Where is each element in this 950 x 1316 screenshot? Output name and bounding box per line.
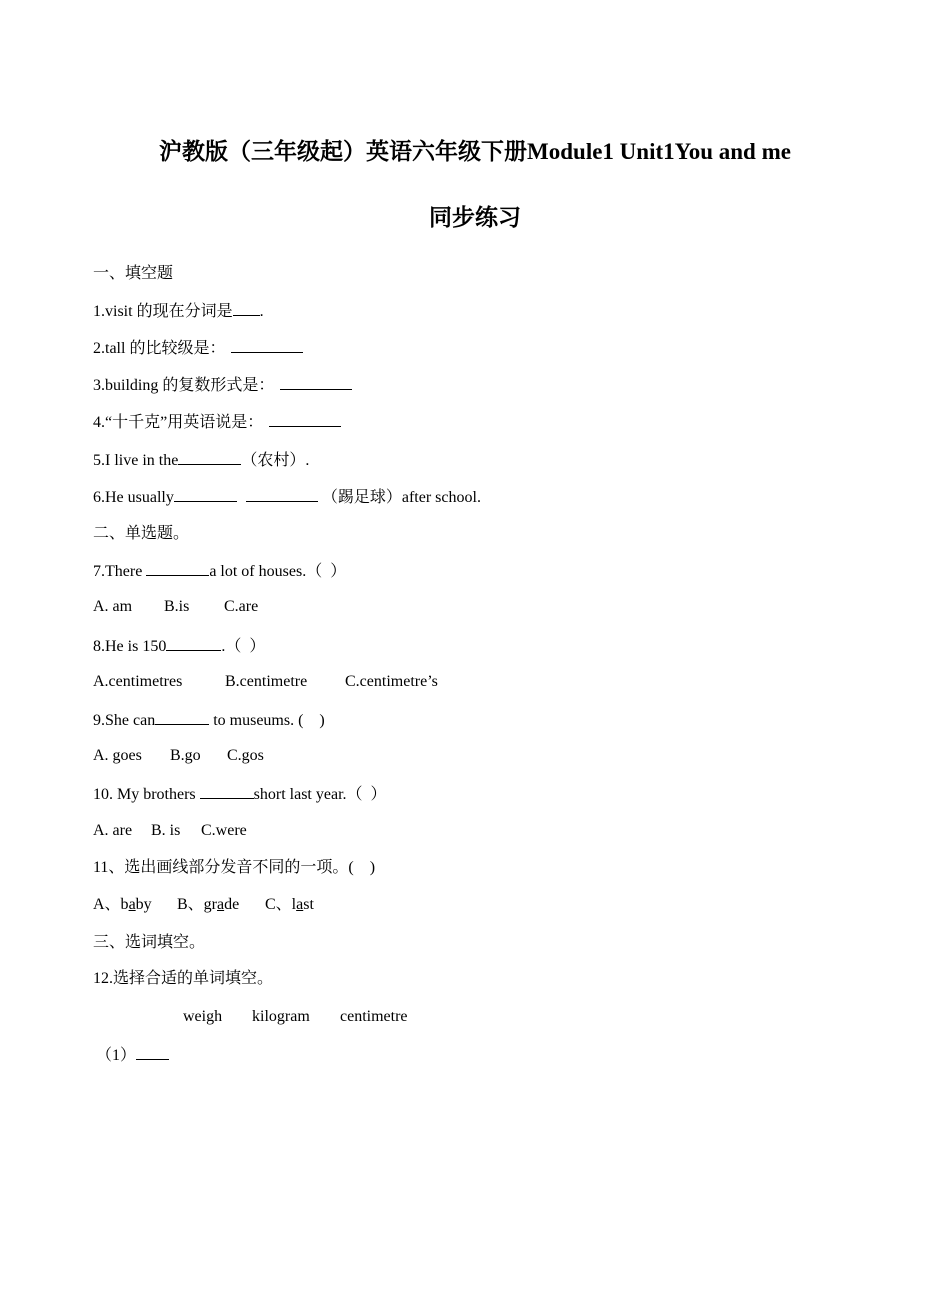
option-label: B、gr xyxy=(177,896,218,913)
question-text: a lot of houses.（ ） xyxy=(209,563,347,580)
section-heading-fill-blank: 一、填空题 xyxy=(93,263,174,282)
question-text: 10. My brothers xyxy=(93,786,200,803)
option-b[interactable]: B.centimetre xyxy=(225,673,308,690)
underlined-letter: a xyxy=(217,896,225,913)
option-rest: by xyxy=(135,896,152,913)
answer-blank[interactable] xyxy=(166,634,221,651)
answer-blank[interactable] xyxy=(174,485,237,502)
answer-blank[interactable] xyxy=(246,485,318,502)
question-12-item-1 xyxy=(96,1043,169,1067)
question-text: 4.“十千克”用英语说是： xyxy=(93,414,264,431)
option-b[interactable]: B.is xyxy=(164,598,190,615)
question-text: 2.tall 的比较级是： xyxy=(93,340,226,357)
question-8 xyxy=(93,634,265,658)
option-label: A、b xyxy=(93,896,129,913)
question-11-options xyxy=(93,894,314,916)
option-a[interactable]: A.centimetres xyxy=(93,673,183,690)
option-c[interactable]: C.are xyxy=(224,598,259,615)
question-text: to museums. ( ) xyxy=(209,712,325,729)
question-text: 1.visit 的现在分词是 xyxy=(93,303,233,320)
option-c[interactable]: C.centimetre’s xyxy=(345,673,438,690)
question-6 xyxy=(93,485,481,509)
question-text: short last year.（ ） xyxy=(253,786,387,803)
question-8-options xyxy=(93,671,438,693)
option-b[interactable]: B. is xyxy=(151,822,181,839)
question-4 xyxy=(93,410,341,434)
underlined-letter: a xyxy=(296,896,304,913)
answer-blank[interactable] xyxy=(155,708,209,725)
option-a[interactable]: A. goes xyxy=(93,747,142,764)
option-rest: de xyxy=(224,896,240,913)
option-a[interactable]: A. are xyxy=(93,822,133,839)
question-7 xyxy=(93,559,346,583)
question-11: 11、选出画线部分发音不同的一项。( ) xyxy=(93,859,376,876)
underlined-letter: a xyxy=(128,896,136,913)
question-text: 8.He is 150 xyxy=(93,638,167,655)
section-heading-word-choice: 三、选词填空。 xyxy=(93,932,206,951)
question-10-options xyxy=(93,820,247,842)
question-text: 5.I live in the xyxy=(93,452,179,469)
question-text: （农村）. xyxy=(241,452,310,469)
answer-blank[interactable] xyxy=(200,782,254,799)
word-bank-item: centimetre xyxy=(340,1008,408,1025)
question-text: . xyxy=(259,303,264,320)
option-a[interactable] xyxy=(93,894,177,916)
question-text: 7.There xyxy=(93,563,147,580)
answer-blank[interactable] xyxy=(269,410,341,427)
answer-blank[interactable] xyxy=(233,299,260,316)
option-b[interactable]: B.go xyxy=(170,747,201,764)
option-b[interactable] xyxy=(177,894,265,916)
question-10 xyxy=(93,782,387,806)
option-c[interactable] xyxy=(265,894,314,916)
item-number: （1） xyxy=(96,1047,137,1064)
question-text: 6.He usually xyxy=(93,489,174,506)
document-title: 沪教版（三年级起）英语六年级下册Module1 Unit1You and me xyxy=(159,139,791,164)
answer-blank[interactable] xyxy=(231,336,303,353)
question-12: 12.选择合适的单词填空。 xyxy=(93,970,274,987)
option-c[interactable]: C.were xyxy=(201,822,247,839)
answer-blank[interactable] xyxy=(136,1043,169,1060)
answer-blank[interactable] xyxy=(178,448,241,465)
question-7-options xyxy=(93,596,258,618)
word-bank-item: weigh xyxy=(183,1008,223,1025)
document-subtitle: 同步练习 xyxy=(429,205,521,230)
section-heading-single-choice: 二、单选题。 xyxy=(93,523,190,542)
word-bank-item: kilogram xyxy=(252,1008,310,1025)
question-text: 3.building 的复数形式是： xyxy=(93,377,275,394)
word-bank xyxy=(183,1006,408,1028)
question-1 xyxy=(93,299,264,323)
question-9 xyxy=(93,708,325,732)
question-2 xyxy=(93,336,303,360)
question-text: （踢足球）after school. xyxy=(321,489,481,506)
question-5 xyxy=(93,448,309,472)
answer-blank[interactable] xyxy=(280,373,352,390)
option-c[interactable]: C.gos xyxy=(227,747,264,764)
question-9-options xyxy=(93,745,264,767)
option-a[interactable]: A. am xyxy=(93,598,133,615)
option-label: C、l xyxy=(265,896,297,913)
answer-blank[interactable] xyxy=(146,559,209,576)
option-rest: st xyxy=(303,896,314,913)
question-3 xyxy=(93,373,352,397)
question-text: 9.She can xyxy=(93,712,156,729)
question-text: .（ ） xyxy=(221,638,266,655)
